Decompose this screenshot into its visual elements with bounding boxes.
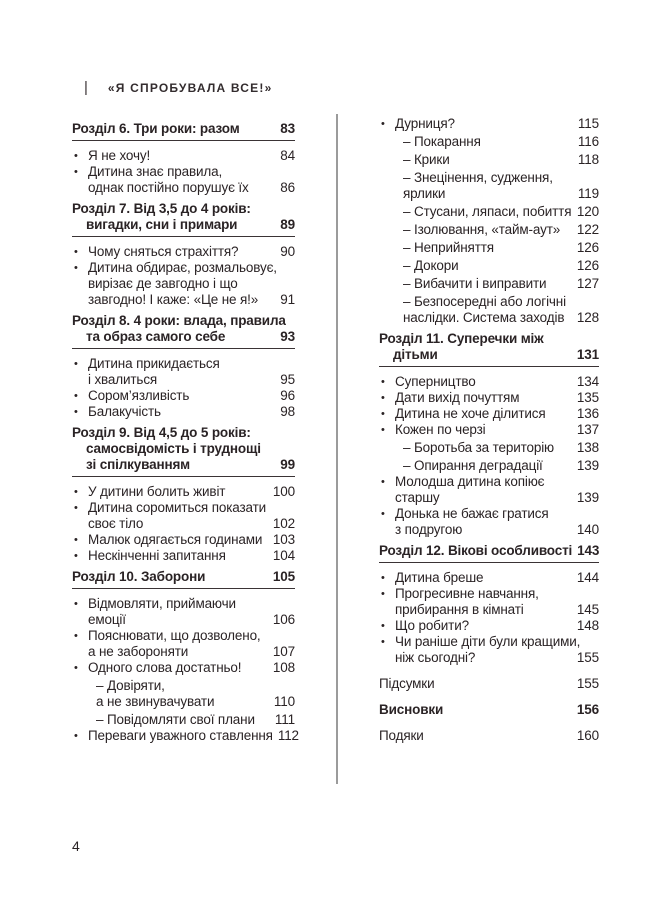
toc-line (381, 570, 599, 586)
toc-entry-page: 126 (576, 240, 599, 255)
toc-entry-title: однак постійно порушує їх (88, 180, 249, 195)
toc-line (74, 596, 295, 612)
toc-line (74, 500, 295, 516)
bullet-icon: • (74, 246, 78, 258)
toc-entry-title: Висновки (379, 702, 444, 717)
toc-entry-chapter (72, 569, 295, 589)
toc-entry-bullet (379, 586, 599, 618)
toc-entry-bullet (72, 596, 295, 628)
toc-line (72, 313, 295, 329)
toc-entry-dash (379, 152, 599, 168)
toc-line (74, 244, 295, 260)
toc-line (88, 516, 295, 532)
toc-entry-page: 139 (576, 490, 599, 505)
toc-entry-title: – Боротьба за територію (403, 440, 555, 455)
toc-line (381, 116, 599, 132)
toc-entry-page: 119 (577, 186, 599, 201)
toc-line (379, 702, 599, 718)
toc-line (403, 240, 599, 256)
toc-entry-page: 111 (274, 712, 295, 727)
toc-line (74, 164, 295, 180)
toc-entry-page: 95 (280, 372, 295, 387)
toc-entry-title: – Опирання деградації (403, 458, 543, 473)
toc-entry-page: 108 (272, 660, 295, 675)
toc-line (74, 660, 295, 676)
toc-line (381, 618, 599, 634)
bullet-icon: • (74, 598, 78, 610)
dash-icon: – (403, 458, 414, 473)
bullet-icon: • (74, 262, 78, 274)
bullet-icon: • (74, 358, 78, 370)
bullet-icon: • (74, 406, 78, 418)
toc-line (72, 425, 295, 441)
toc-entry-bullet (379, 422, 599, 438)
toc-line (403, 258, 599, 274)
dash-icon: – (403, 222, 414, 237)
toc-entry-title: Подяки (379, 728, 424, 743)
toc-line (403, 204, 599, 220)
toc-line (381, 422, 599, 438)
toc-entry-title: Прогресивне навчання, (395, 586, 539, 601)
toc-entry-chapter (72, 201, 295, 237)
toc-entry-dash (379, 458, 599, 474)
toc-entry-title: Пояснювати, що дозволено, (88, 628, 261, 643)
toc-line (88, 292, 295, 308)
toc-entry-page: 156 (576, 702, 599, 717)
toc-entry-page: 139 (576, 458, 599, 473)
toc-entry-page: 128 (576, 310, 599, 325)
bullet-icon: • (74, 486, 78, 498)
bullet-icon: • (381, 392, 385, 404)
toc-entry-page: 137 (576, 422, 599, 437)
toc-entry-title: Розділ 8. 4 роки: влада, правила (72, 313, 286, 328)
table-of-contents (72, 116, 599, 784)
toc-entry-title: Дитина бреше (395, 570, 484, 585)
toc-entry-title: старшу (395, 490, 440, 505)
toc-entry-title: своє тіло (88, 516, 144, 531)
book-title: «Я СПРОБУВАЛА ВСЕ!» (107, 80, 273, 95)
toc-entry-bullet (72, 404, 295, 420)
toc-entry-title: Розділ 7. Від 3,5 до 4 років: (72, 201, 251, 216)
toc-line (379, 347, 599, 363)
toc-entry-page: 145 (576, 602, 599, 617)
toc-entry-title: Сором’язливість (88, 388, 190, 403)
toc-line (72, 217, 295, 233)
toc-entry-page: 106 (272, 612, 295, 627)
toc-entry-chapter (379, 331, 599, 367)
toc-line (72, 329, 295, 345)
dash-icon: – (403, 440, 414, 455)
toc-entry-dash (379, 240, 599, 256)
bullet-icon: • (381, 476, 385, 488)
bullet-icon: • (381, 118, 385, 130)
toc-entry-title: вирізає де завгодно і що (88, 276, 238, 291)
toc-line (72, 201, 295, 217)
toc-line (381, 374, 599, 390)
column-divider (336, 114, 338, 784)
toc-entry-bullet (72, 628, 295, 660)
toc-entry-page: 160 (576, 728, 599, 743)
toc-line (403, 134, 599, 150)
toc-entry-title: наслідки. Система заходів (403, 310, 565, 325)
toc-entry-title: Малюк одягається годинами (88, 532, 263, 547)
toc-entry-title: завгодно! І каже: «Це не я!» (88, 292, 259, 307)
toc-entry-title: – Стусани, ляпаси, побиття (403, 204, 572, 219)
toc-entry-page: 89 (280, 217, 295, 232)
toc-line (403, 310, 599, 326)
toc-entry-title: Розділ 12. Вікові особливості (379, 543, 573, 558)
toc-entry-bullet (379, 390, 599, 406)
toc-entry-bullet (72, 660, 295, 676)
toc-entry-dash (379, 276, 599, 292)
toc-line (72, 457, 295, 473)
toc-line (379, 331, 599, 347)
toc-entry-page: 131 (576, 347, 599, 362)
toc-entry-dash (379, 222, 599, 238)
bullet-icon: • (74, 390, 78, 402)
toc-entry-bullet (379, 116, 599, 132)
toc-entry-bullet (72, 260, 295, 308)
toc-entry-title: У дитини болить живіт (88, 484, 226, 499)
toc-entry-dash (379, 134, 599, 150)
toc-line (379, 676, 599, 692)
toc-line (381, 634, 599, 650)
toc-line (395, 490, 599, 506)
toc-entry-bullet (379, 570, 599, 586)
toc-entry-section-bold (379, 702, 599, 718)
toc-entry-page: 99 (280, 457, 295, 472)
toc-entry-title: ярлики (403, 186, 446, 201)
toc-entry-title: Дитина обдирає, розмальовує, (88, 260, 277, 275)
page-number: 4 (72, 838, 80, 854)
toc-entry-title: Розділ 11. Суперечки між (379, 331, 544, 346)
toc-line (403, 440, 599, 456)
toc-line (96, 678, 295, 694)
toc-line (74, 388, 295, 404)
toc-line (403, 152, 599, 168)
toc-entry-bullet (72, 388, 295, 404)
bullet-icon: • (381, 620, 385, 632)
toc-entry-title: та образ самого себе (86, 329, 226, 344)
toc-column-left (72, 116, 299, 744)
bullet-icon: • (381, 424, 385, 436)
toc-entry-title: Дитина не хоче ділитися (395, 406, 546, 421)
toc-entry-page: 134 (576, 374, 599, 389)
column-divider-wrap (295, 116, 379, 784)
toc-line (379, 543, 599, 559)
toc-entry-title: самосвідомість і труднощі (86, 441, 261, 456)
bullet-icon: • (74, 502, 78, 514)
toc-line (381, 506, 599, 522)
toc-entry-page: 105 (272, 569, 295, 584)
toc-entry-chapter (72, 313, 295, 349)
toc-entry-page: 155 (576, 676, 599, 691)
toc-line (395, 650, 599, 666)
toc-entry-dash (379, 440, 599, 456)
toc-entry-page: 103 (272, 532, 295, 547)
toc-entry-page: 122 (576, 222, 599, 237)
bullet-icon: • (74, 662, 78, 674)
dash-icon: – (403, 294, 414, 309)
toc-entry-page: 120 (576, 204, 599, 219)
toc-entry-bullet (72, 356, 295, 388)
toc-entry-chapter (379, 543, 599, 563)
toc-entry-title: Розділ 10. Заборони (72, 569, 206, 584)
toc-line (379, 728, 599, 744)
toc-entry-title: – Довіряти, (96, 678, 165, 693)
toc-entry-dash (379, 204, 599, 220)
toc-line (74, 148, 295, 164)
toc-entry-title: – Докори (403, 258, 459, 273)
toc-entry-page: 93 (280, 329, 295, 344)
toc-entry-page: 84 (280, 148, 295, 163)
toc-entry-page: 110 (273, 694, 295, 709)
toc-line (74, 548, 295, 564)
toc-entry-title: Молодша дитина копіює (395, 474, 545, 489)
toc-entry-bullet (72, 244, 295, 260)
toc-entry-page: 91 (280, 292, 295, 307)
toc-entry-title: Дурниця? (395, 116, 455, 131)
toc-entry-title: – Знецінення, судження, (403, 170, 553, 185)
toc-entry-section (379, 728, 599, 744)
toc-line (88, 180, 295, 196)
bullet-icon: • (74, 730, 78, 742)
toc-entry-chapter (72, 121, 295, 141)
toc-entry-title: а не забороняти (88, 644, 189, 659)
dash-icon: – (403, 258, 414, 273)
toc-line (381, 586, 599, 602)
toc-line (381, 474, 599, 490)
toc-line (74, 628, 295, 644)
bullet-icon: • (74, 166, 78, 178)
dash-icon: – (403, 204, 414, 219)
toc-entry-title: Нескінченні запитання (88, 548, 226, 563)
toc-entry-title: Що робити? (395, 618, 469, 633)
toc-entry-title: дітьми (393, 347, 438, 362)
toc-entry-title: Дати вихід почуттям (395, 390, 520, 405)
bullet-icon: • (74, 150, 78, 162)
toc-entry-bullet (379, 618, 599, 634)
toc-line (381, 390, 599, 406)
toc-entry-title: Чи раніше діти були кращими, (395, 634, 581, 649)
toc-entry-page: 107 (272, 644, 295, 659)
dash-icon: – (403, 134, 414, 149)
toc-line (403, 170, 599, 186)
toc-entry-title: Дитина соромиться показати (88, 500, 267, 515)
toc-entry-page: 138 (576, 440, 599, 455)
toc-entry-page: 144 (576, 570, 599, 585)
toc-entry-title: – Ізолювання, «тайм-аут» (403, 222, 561, 237)
toc-entry-title: Балакучість (88, 404, 161, 419)
toc-entry-title: Кожен по черзі (395, 422, 486, 437)
toc-line (72, 441, 295, 457)
toc-entry-title: вигадки, сни і примари (86, 217, 238, 232)
toc-entry-bullet (379, 506, 599, 538)
toc-entry-page: 155 (576, 650, 599, 665)
bullet-icon: • (381, 636, 385, 648)
toc-line (88, 276, 295, 292)
toc-entry-title: а не звинувачувати (96, 694, 215, 709)
toc-entry-dash (379, 294, 599, 326)
toc-entry-page: 96 (280, 388, 295, 403)
toc-entry-title: прибирання в кімнаті (395, 602, 524, 617)
header-separator-bar: | (84, 79, 88, 96)
bullet-icon: • (381, 572, 385, 584)
bullet-icon: • (74, 550, 78, 562)
toc-entry-title: Я не хочу! (88, 148, 151, 163)
toc-entry-page: 112 (277, 728, 299, 743)
bullet-icon: • (381, 588, 385, 600)
toc-entry-page: 118 (577, 152, 599, 167)
toc-line (88, 644, 295, 660)
toc-line (381, 406, 599, 422)
dash-icon: – (96, 678, 107, 693)
toc-line (403, 294, 599, 310)
toc-entry-title: – Повідомляти свої плани (96, 712, 255, 727)
toc-entry-title: Відмовляти, приймаючи (88, 596, 236, 611)
toc-entry-bullet (379, 474, 599, 506)
toc-entry-title: Дитина прикидається (88, 356, 220, 371)
toc-entry-title: – Безпосередні або логічні (403, 294, 566, 309)
toc-line (403, 276, 599, 292)
toc-line (74, 404, 295, 420)
bullet-icon: • (381, 508, 385, 520)
dash-icon: – (403, 240, 414, 255)
toc-entry-title: емоції (88, 612, 126, 627)
toc-entry-title: Розділ 6. Три роки: разом (72, 121, 240, 136)
toc-line (72, 569, 295, 585)
toc-line (74, 260, 295, 276)
toc-entry-title: Суперництво (395, 374, 476, 389)
toc-line (88, 612, 295, 628)
toc-entry-page: 86 (280, 180, 295, 195)
dash-icon: – (403, 152, 414, 167)
toc-entry-page: 104 (272, 548, 295, 563)
toc-entry-section (379, 676, 599, 692)
dash-icon: – (403, 276, 414, 291)
toc-line (403, 458, 599, 474)
toc-entry-title: – Вибачити і виправити (403, 276, 547, 291)
toc-entry-page: 127 (576, 276, 599, 291)
toc-line (403, 186, 599, 202)
toc-line (96, 712, 295, 728)
toc-entry-title: Підсумки (379, 676, 435, 691)
toc-line (74, 484, 295, 500)
toc-entry-page: 148 (576, 618, 599, 633)
toc-entry-bullet (72, 500, 295, 532)
bullet-icon: • (381, 408, 385, 420)
toc-entry-title: – Неприйняття (403, 240, 494, 255)
toc-line (403, 222, 599, 238)
toc-entry-bullet (379, 406, 599, 422)
toc-entry-title: Донька не бажає гратися (395, 506, 549, 521)
toc-line (88, 372, 295, 388)
toc-entry-page: 143 (577, 543, 600, 558)
toc-entry-page: 140 (576, 522, 599, 537)
toc-entry-bullet (379, 634, 599, 666)
toc-entry-title: з подругою (395, 522, 463, 537)
toc-entry-title: Переваги уважного ставлення (88, 728, 273, 743)
toc-entry-dash (72, 712, 295, 728)
toc-entry-bullet (72, 148, 295, 164)
toc-entry-dash (379, 258, 599, 274)
toc-entry-page: 115 (577, 116, 599, 131)
bullet-icon: • (381, 376, 385, 388)
toc-entry-page: 135 (576, 390, 599, 405)
toc-entry-page: 102 (272, 516, 295, 531)
toc-entry-bullet (72, 728, 299, 744)
bullet-icon: • (74, 534, 78, 546)
running-header (84, 80, 272, 95)
toc-entry-page: 98 (280, 404, 295, 419)
toc-line (74, 728, 299, 744)
toc-entry-dash (379, 170, 599, 202)
dash-icon: – (403, 170, 414, 185)
toc-line (395, 602, 599, 618)
toc-entry-title: і хвалиться (88, 372, 158, 387)
toc-entry-chapter (72, 425, 295, 477)
toc-entry-page: 136 (576, 406, 599, 421)
toc-entry-bullet (379, 374, 599, 390)
bullet-icon: • (74, 630, 78, 642)
toc-entry-title: Дитина знає правила, (88, 164, 223, 179)
toc-entry-title: Чому сняться страхіття? (88, 244, 239, 259)
dash-icon: – (96, 712, 107, 727)
toc-line (72, 121, 295, 137)
toc-entry-title: Одного слова достатньо! (88, 660, 242, 675)
toc-entry-title: – Покарання (403, 134, 481, 149)
toc-entry-page: 126 (576, 258, 599, 273)
toc-column-right (379, 116, 599, 744)
toc-entry-page: 90 (280, 244, 295, 259)
toc-line (96, 694, 295, 710)
toc-line (74, 356, 295, 372)
toc-entry-page: 100 (272, 484, 295, 499)
toc-line (395, 522, 599, 538)
toc-entry-page: 83 (280, 121, 295, 136)
toc-entry-bullet (72, 548, 295, 564)
toc-entry-dash (72, 678, 295, 710)
toc-line (74, 532, 295, 548)
toc-entry-title: ніж сьогодні? (395, 650, 476, 665)
toc-entry-bullet (72, 164, 295, 196)
toc-entry-page: 116 (577, 134, 599, 149)
toc-entry-title: – Крики (403, 152, 450, 167)
toc-entry-bullet (72, 532, 295, 548)
toc-entry-title: Розділ 9. Від 4,5 до 5 років: (72, 425, 251, 440)
toc-entry-bullet (72, 484, 295, 500)
toc-entry-title: зі спілкуванням (86, 457, 191, 472)
